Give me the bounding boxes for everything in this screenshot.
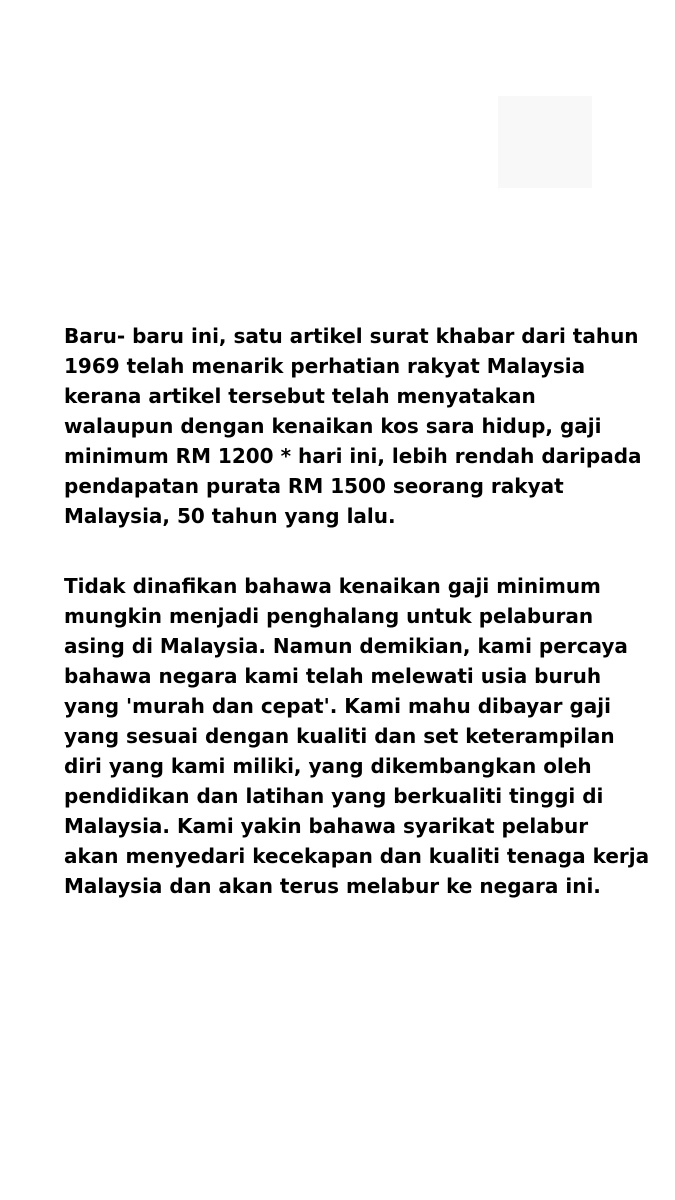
- paragraph-1: [64, 321, 642, 531]
- text-line: yang sesuai dengan kualiti dan set keterampilan: [64, 724, 615, 748]
- faint-square-artifact: [498, 96, 592, 188]
- text-line: walaupun dengan kenaikan kos sara hidup, gaji: [64, 414, 602, 438]
- text-line: diri yang kami miliki, yang dikembangkan oleh: [64, 754, 592, 778]
- text-line: mungkin menjadi penghalang untuk pelaburan: [64, 604, 594, 628]
- text-line: minimum RM 1200 * hari ini, lebih rendah daripada: [64, 444, 642, 468]
- text-line: akan menyedari kecekapan dan kualiti tenaga kerja: [64, 844, 650, 868]
- text-line: pendapatan purata RM 1500 seorang rakyat: [64, 474, 564, 498]
- text-line: yang 'murah dan cepat'. Kami mahu dibayar gaji: [64, 694, 611, 718]
- paragraph-2: [64, 571, 650, 901]
- text-line: bahawa negara kami telah melewati usia buruh: [64, 664, 602, 688]
- text-line: Malaysia. Kami yakin bahawa syarikat pelabur: [64, 814, 589, 838]
- text-line: pendidikan dan latihan yang berkualiti tinggi di: [64, 784, 604, 808]
- text-line: 1969 telah menarik perhatian rakyat Malaysia: [64, 354, 586, 378]
- text-line: Baru- baru ini, satu artikel surat khabar dari tahun: [64, 324, 639, 348]
- text-line: kerana artikel tersebut telah menyatakan: [64, 384, 536, 408]
- text-line: Malaysia, 50 tahun yang lalu.: [64, 504, 396, 528]
- text-line: Tidak dinafikan bahawa kenaikan gaji minimum: [64, 574, 601, 598]
- text-line: asing di Malaysia. Namun demikian, kami percaya: [64, 634, 628, 658]
- text-line: Malaysia dan akan terus melabur ke negara ini.: [64, 874, 601, 898]
